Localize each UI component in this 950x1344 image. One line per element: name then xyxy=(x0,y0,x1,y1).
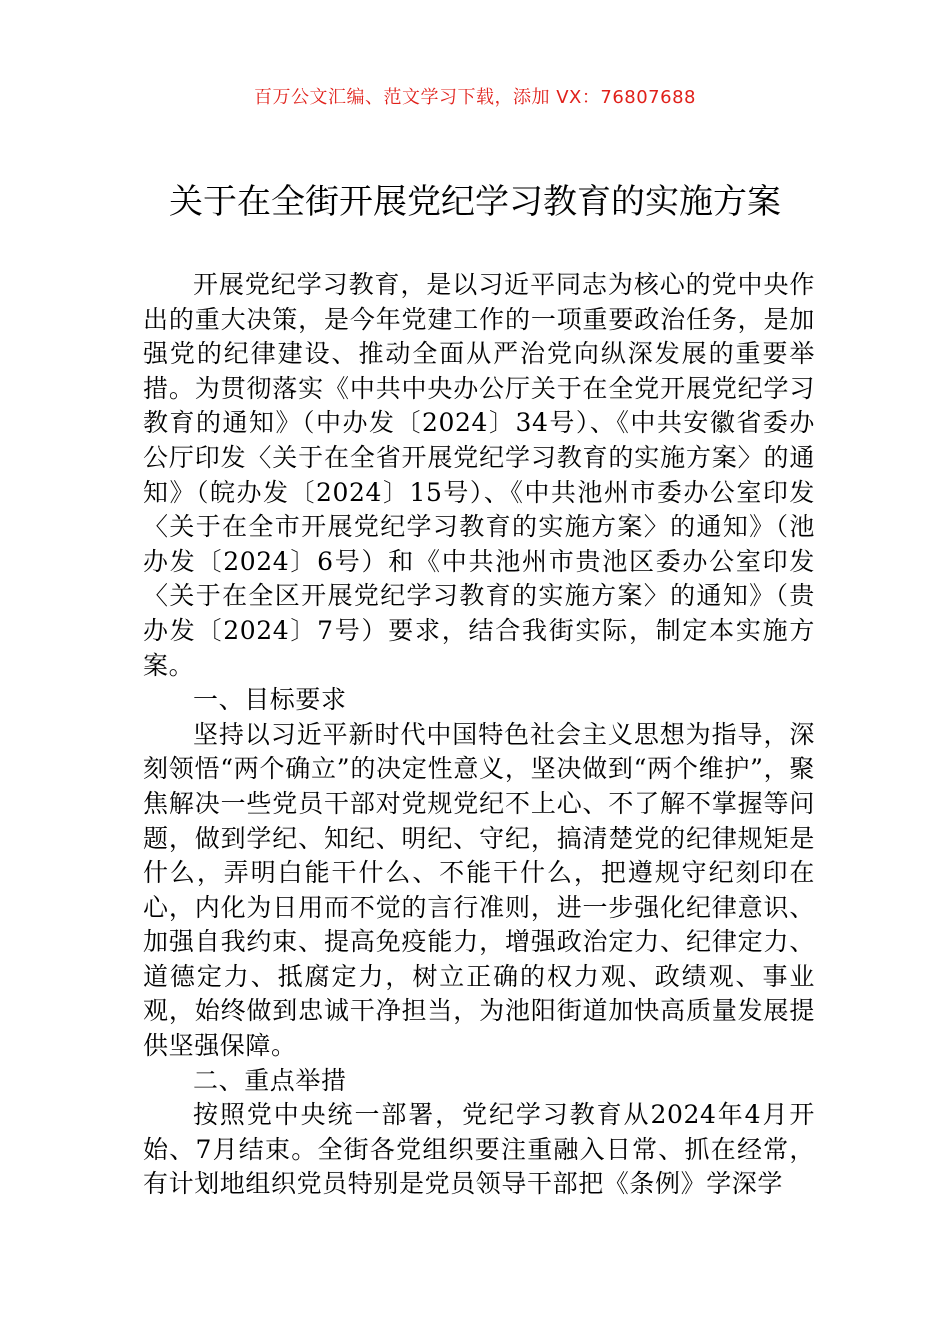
section-heading-measures: 二、重点举措 xyxy=(193,1065,347,1095)
document-body xyxy=(143,268,815,1202)
goals-paragraph: 坚持以习近平新时代中国特色社会主义思想为指导，深刻领悟“两个确立”的决定性意义，坚决做到“两个维护”，聚焦解决一些党员干部对党规党纪不上心、不了解不掌握等问题，做到学纪、知纪、明纪、守纪，搞清楚党的纪律规矩是什么，弄明白能干什么、不能干什么，把遵规守纪刻印在心，内化为日用而不觉的言行准则，进一步强化纪律意识、加强自我约束、提高免疫能力，增强政治定力、纪律定力、道德定力、抵腐定力，树立正确的权力观、政绩观、事业观，始终做到忠诚干净担当，为池阳街道加快高质量发展提供坚强保障。 xyxy=(143,719,815,1061)
header-note: 百万公文汇编、范文学习下载，添加 VX：76807688 xyxy=(254,87,696,108)
measures-paragraph: 按照党中央统一部署，党纪学习教育从2024年4月开始、7月结束。全街各党组织要注重融入日常、抓在经常，有计划地组织党员特别是党员领导干部把《条例》学深学 xyxy=(143,1100,815,1199)
document-title: 关于在全街开展党纪学习教育的实施方案 xyxy=(169,182,781,222)
intro-paragraph: 开展党纪学习教育，是以习近平同志为核心的党中央作出的重大决策，是今年党建工作的一项重要政治任务，是加强党的纪律建设、推动全面从严治党向纵深发展的重要举措。为贯彻落实《中共中央办公厅关于在全党开展党纪学习教育的通知》（中办发〔2024〕34号）、《中共安徽省委办公厅印发〈关于在全省开展党纪学习教育的实施方案〉的通知》（皖办发〔2024〕15号）、《中共池州市委办公室印发〈关于在全市开展党纪学习教育的实施方案〉的通知》（池办发〔2024〕6号）和《中共池州市贵池区委办公室印发〈关于在全区开展党纪学习教育的实施方案〉的通知》（贵办发〔2024〕7号）要求，结合我街实际，制定本实施方案。 xyxy=(143,270,815,680)
section-heading-goals: 一、目标要求 xyxy=(193,685,347,715)
